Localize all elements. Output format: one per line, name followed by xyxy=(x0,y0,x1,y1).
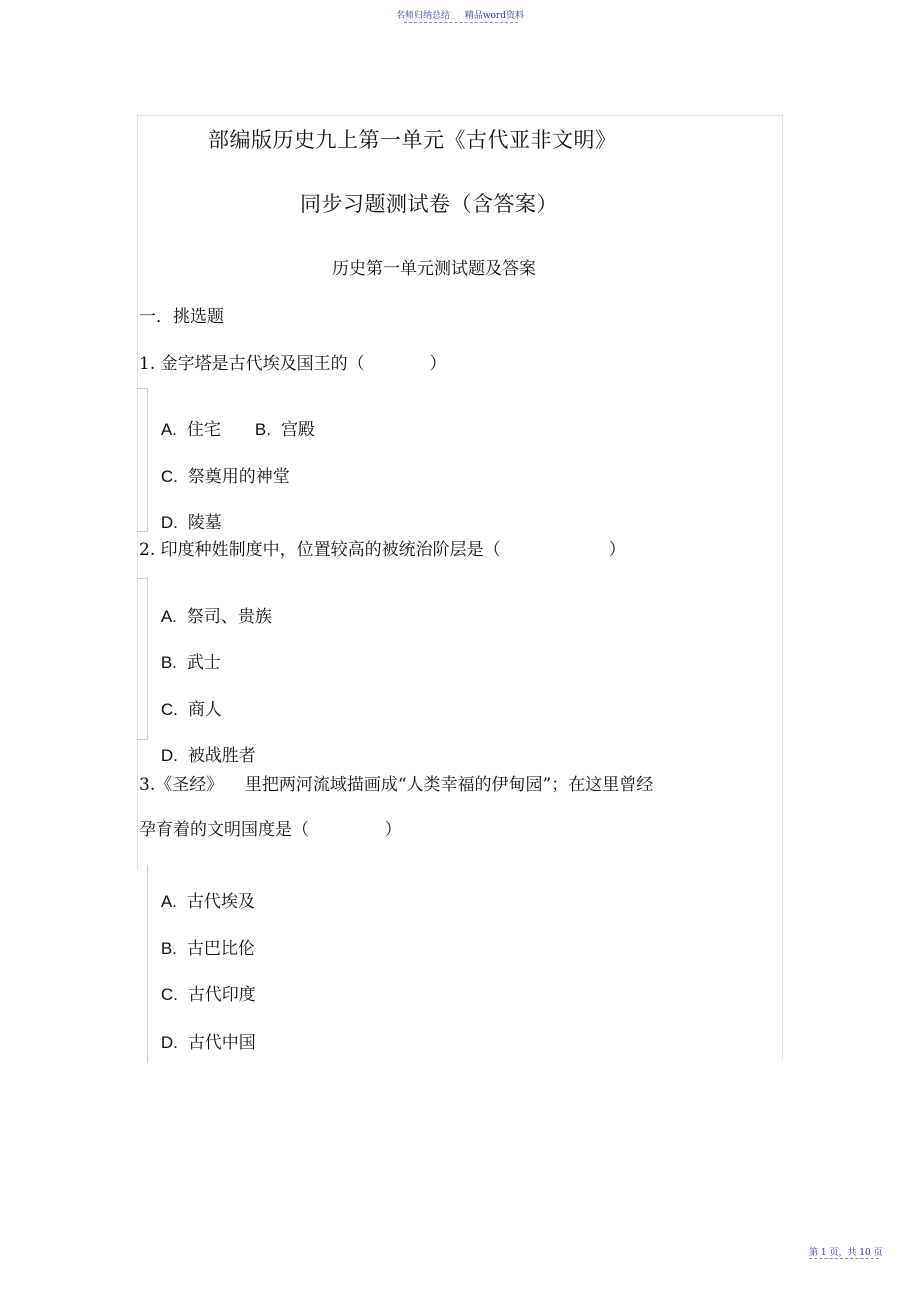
option-letter: B. xyxy=(160,653,177,672)
option-text: 宫殿 xyxy=(280,420,315,440)
option-letter: C. xyxy=(160,467,178,486)
frame-top-border xyxy=(137,115,783,116)
option-letter: C. xyxy=(160,985,178,1004)
header-rule xyxy=(404,22,518,23)
options-bar-q3 xyxy=(147,865,148,1063)
question-1-stem: 1. 金字塔是古代埃及国王的（ ） xyxy=(139,354,447,374)
option-text: 古巴比伦 xyxy=(186,939,255,959)
question-2-option-a xyxy=(150,582,272,627)
option-letter: D. xyxy=(160,1033,178,1052)
question-2-option-c xyxy=(150,675,222,720)
question-3-option-a xyxy=(150,867,255,912)
options-bracket-q1 xyxy=(137,388,148,532)
option-text: 祭奠用的神堂 xyxy=(187,467,290,487)
question-3-stem-line1: 3.《圣经》 里把两河流域描画成“人类幸福的伊甸园”；在这里曾经 xyxy=(139,775,654,795)
document-subtitle: 历史第一单元测试题及答案 xyxy=(332,259,536,279)
option-text: 商人 xyxy=(187,700,222,720)
question-3-option-c xyxy=(150,960,256,1005)
question-1-option-d xyxy=(150,488,222,533)
option-text: 古代埃及 xyxy=(186,892,255,912)
option-letter: A. xyxy=(160,892,177,911)
option-text: 被战胜者 xyxy=(187,746,256,766)
option-letter: A. xyxy=(160,607,177,626)
question-3-option-b xyxy=(150,914,255,959)
question-2-option-d xyxy=(150,721,256,766)
option-letter: B. xyxy=(254,420,271,439)
option-letter: D. xyxy=(160,746,178,765)
footer-rule xyxy=(809,1258,879,1259)
option-letter: A. xyxy=(160,420,177,439)
option-text: 住宅 xyxy=(186,420,221,440)
option-text: 陵墓 xyxy=(187,513,222,533)
page-header xyxy=(0,8,920,21)
question-2-option-b xyxy=(150,628,221,673)
option-text: 古代印度 xyxy=(187,985,256,1005)
page-number-footer: 第 1 页，共 10 页 xyxy=(809,1248,883,1258)
option-letter: B. xyxy=(160,939,177,958)
option-text: 武士 xyxy=(186,653,221,673)
header-left-text: 名师归纳总结 xyxy=(395,11,450,21)
question-1-option-row-ab xyxy=(150,395,315,440)
header-right-text: 精品word资料 xyxy=(464,11,525,21)
option-letter: D. xyxy=(160,513,178,532)
question-1-option-c xyxy=(150,442,290,487)
frame-right-border xyxy=(782,115,783,1060)
document-title-line1: 部编版历史九上第一单元《古代亚非文明》 xyxy=(208,128,617,152)
question-2-stem: 2. 印度种姓制度中，位置较高的被统治阶层是（ ） xyxy=(139,540,626,560)
document-title-line2: 同步习题测试卷（含答案） xyxy=(300,192,558,216)
options-bracket-q2 xyxy=(137,578,148,740)
option-letter: C. xyxy=(160,700,178,719)
question-3-stem-line2: 孕育着的文明国度是（ ） xyxy=(139,820,402,840)
question-3-option-d xyxy=(150,1008,256,1053)
section-heading: 一．挑选题 xyxy=(139,307,224,327)
option-text: 祭司、贵族 xyxy=(186,607,272,627)
option-text: 古代中国 xyxy=(187,1033,256,1053)
